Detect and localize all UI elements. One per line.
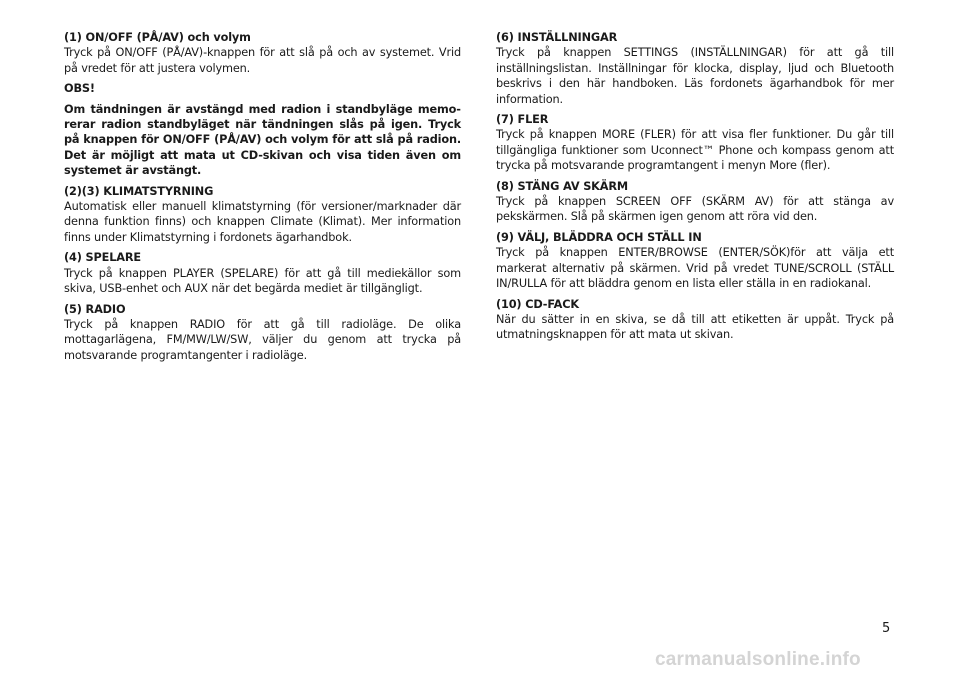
section-body: Tryck på knappen PLAYER (SPELARE) för att gå till mediekällor som skiva, USB-enhet och AUX när det begärda mediet är tillgängligt. bbox=[64, 266, 461, 296]
section-climate-control bbox=[64, 184, 461, 246]
section-body: Tryck på ON/OFF (PÅ/AV)-knappen för att slå på och av systemet. Vrid på vredet för att justera volymen. bbox=[64, 46, 461, 75]
section-on-off-volume bbox=[64, 30, 461, 76]
left-column bbox=[64, 30, 461, 368]
section-heading: (10) CD-FACK bbox=[496, 297, 579, 311]
section-more bbox=[496, 112, 894, 174]
section-heading: (9) VÄLJ, BLÄDDRA OCH STÄLL IN bbox=[496, 230, 702, 244]
section-screen-off bbox=[496, 179, 894, 225]
section-body: Automatisk eller manuell klimatstyrning (för versioner/marknader där denna funktion finns) och knappen Climate (Klimat). Mer information finns under Klimatstyrning i fordonets ägarhandbok. bbox=[64, 200, 461, 244]
note-block bbox=[64, 81, 461, 178]
section-cd-slot bbox=[496, 297, 894, 343]
section-heading: (8) STÄNG AV SKÄRM bbox=[496, 179, 629, 193]
section-body: Tryck på knappen MORE (FLER) för att visa fler funktioner. Du går till tillgängliga funktioner som Uconnect™ Phone och kompass genom att trycka på motsvarande programtangent i menyn More (fler). bbox=[496, 128, 894, 173]
watermark: carmanualsonline.info bbox=[655, 649, 861, 670]
section-heading: (1) ON/OFF (PÅ/AV) och volym bbox=[64, 31, 251, 44]
note-body: Om tändningen är avstängd med radion i standbyläge memorerar radion standbyläget när tändningen slås på igen. Tryck på knappen för ON/OFF (PÅ/AV) och volym för att slå på radion. Det är möjligt att mata ut CD-skivan och visa tiden även om systemet är avstängt. bbox=[64, 102, 461, 178]
section-heading: (5) RADIO bbox=[64, 302, 126, 316]
section-heading: (6) INSTÄLLNINGAR bbox=[496, 31, 618, 44]
right-column bbox=[496, 30, 894, 348]
note-title: OBS! bbox=[64, 82, 95, 96]
section-heading: (4) SPELARE bbox=[64, 251, 141, 265]
section-settings bbox=[496, 30, 894, 107]
section-player bbox=[64, 250, 461, 296]
section-body: När du sätter in en skiva, se då till att etiketten är uppåt. Tryck på utmatningsknappen för att mata ut skivan. bbox=[496, 312, 894, 342]
section-enter-browse bbox=[496, 230, 894, 292]
section-heading: (2)(3) KLIMATSTYRNING bbox=[64, 184, 214, 198]
section-heading: (7) FLER bbox=[496, 113, 549, 127]
section-body: Tryck på knappen ENTER/BROWSE (ENTER/SÖK)för att välja ett markerat alternativ på skärmen. Vrid på vredet TUNE/SCROLL (STÄLL IN/RULLA för att bläddra genom en lista eller ställa in en radiokanal. bbox=[496, 246, 894, 291]
section-body: Tryck på knappen SETTINGS (INSTÄLLNINGAR) för att gå till inställningslistan. Inställningar för klocka, display, ljud och Bluetooth beskrivs i den här handboken. Läs fordonets ägarhandbok för mer information. bbox=[496, 46, 894, 106]
section-radio bbox=[64, 302, 461, 364]
section-body: Tryck på knappen RADIO för att gå till radioläge. De olika mottagarlägena, FM/MW/LW/SW, väljer du genom att trycka på motsvarande programtangenter i radioläge. bbox=[64, 317, 461, 362]
page-number: 5 bbox=[882, 621, 891, 636]
section-body: Tryck på knappen SCREEN OFF (SKÄRM AV) för att stänga av pekskärmen. Slå på skärmen igen genom att röra vid den. bbox=[496, 195, 894, 224]
